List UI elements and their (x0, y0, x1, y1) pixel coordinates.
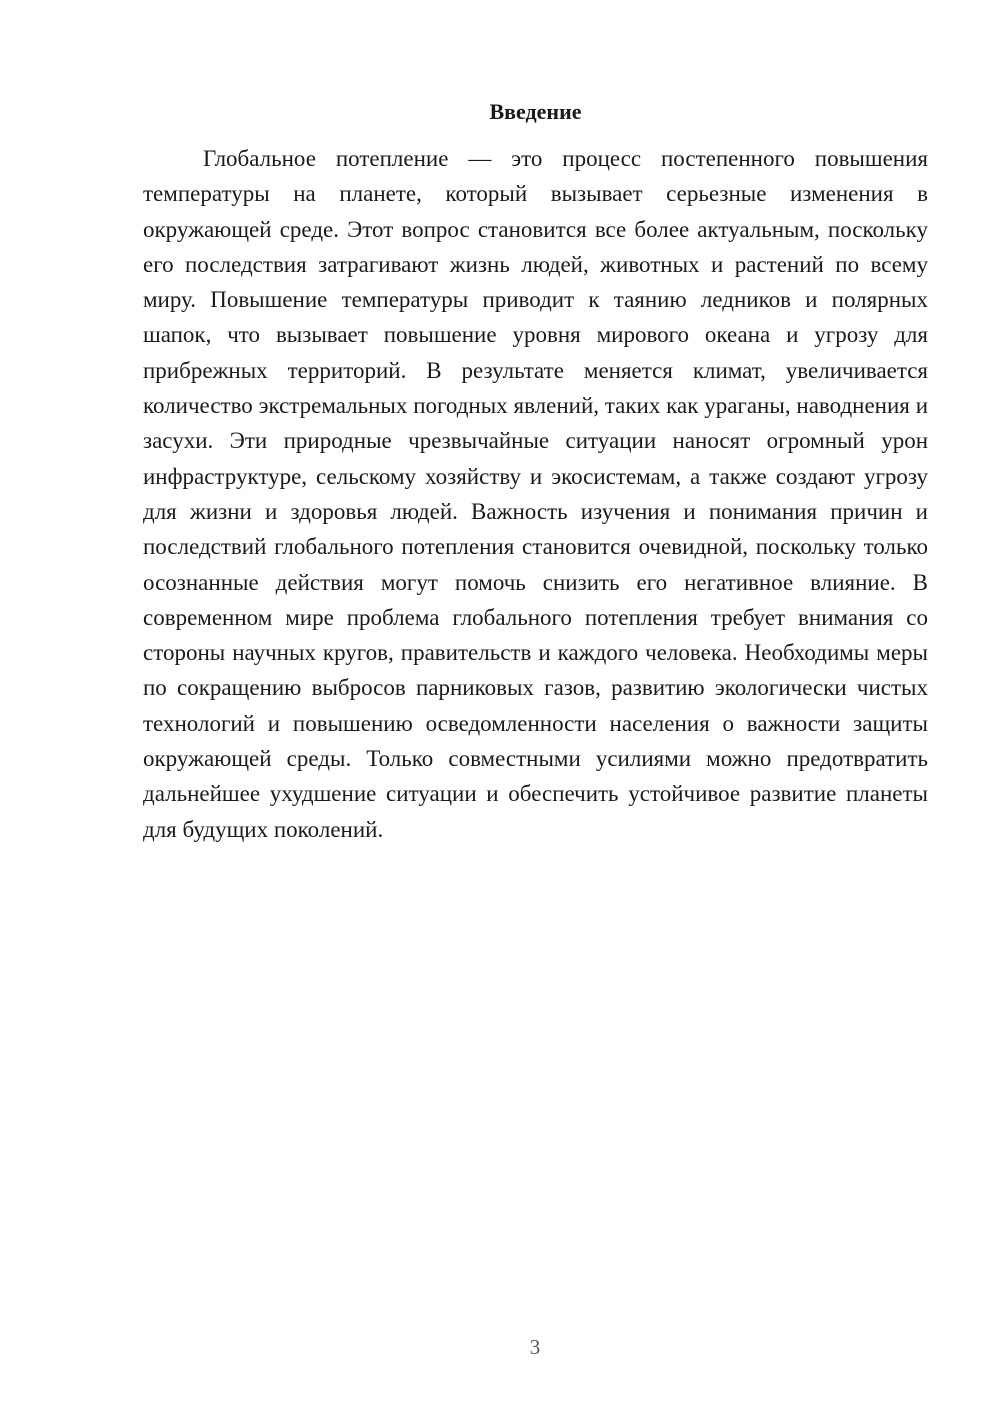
page-number: 3 (529, 1335, 541, 1359)
section-heading: Введение (489, 99, 582, 124)
body-paragraph: Глобальное потепление — это процесс постепенного повышения температуры на планете, который вызывает серьезные изменения в окружающей среде. Этот вопрос становится все более актуальным, поскольку его последствия затрагивают жизнь людей, животных и растений по всему миру. Повышение температуры приводит к таянию ледников и полярных шапок, что вызывает повышение уровня мирового океана и угрозу для прибрежных территорий. В результате меняется климат, увеличивается количество экстремальных погодных явлений, таких как ураганы, наводнения и засухи. Эти природные чрезвычайные ситуации наносят огромный урон инфраструктуре, сельскому хозяйству и экосистемам, а также создают угрозу для жизни и здоровья людей. Важность изучения и понимания причин и последствий глобального потепления становится очевидной, поскольку только осознанные действия могут помочь снизить его негативное влияние. В современном мире проблема глобального потепления требует внимания со стороны научных кругов, правительств и каждого человека. Необходимы меры по сокращению выбросов парниковых газов, развитию экологически чистых технологий и повышению осведомленности населения о важности защиты окружающей среды. Только совместными усилиями можно предотвратить дальнейшее ухудшение ситуации и обеспечить устойчивое развитие планеты для будущих поколений. (143, 146, 928, 842)
